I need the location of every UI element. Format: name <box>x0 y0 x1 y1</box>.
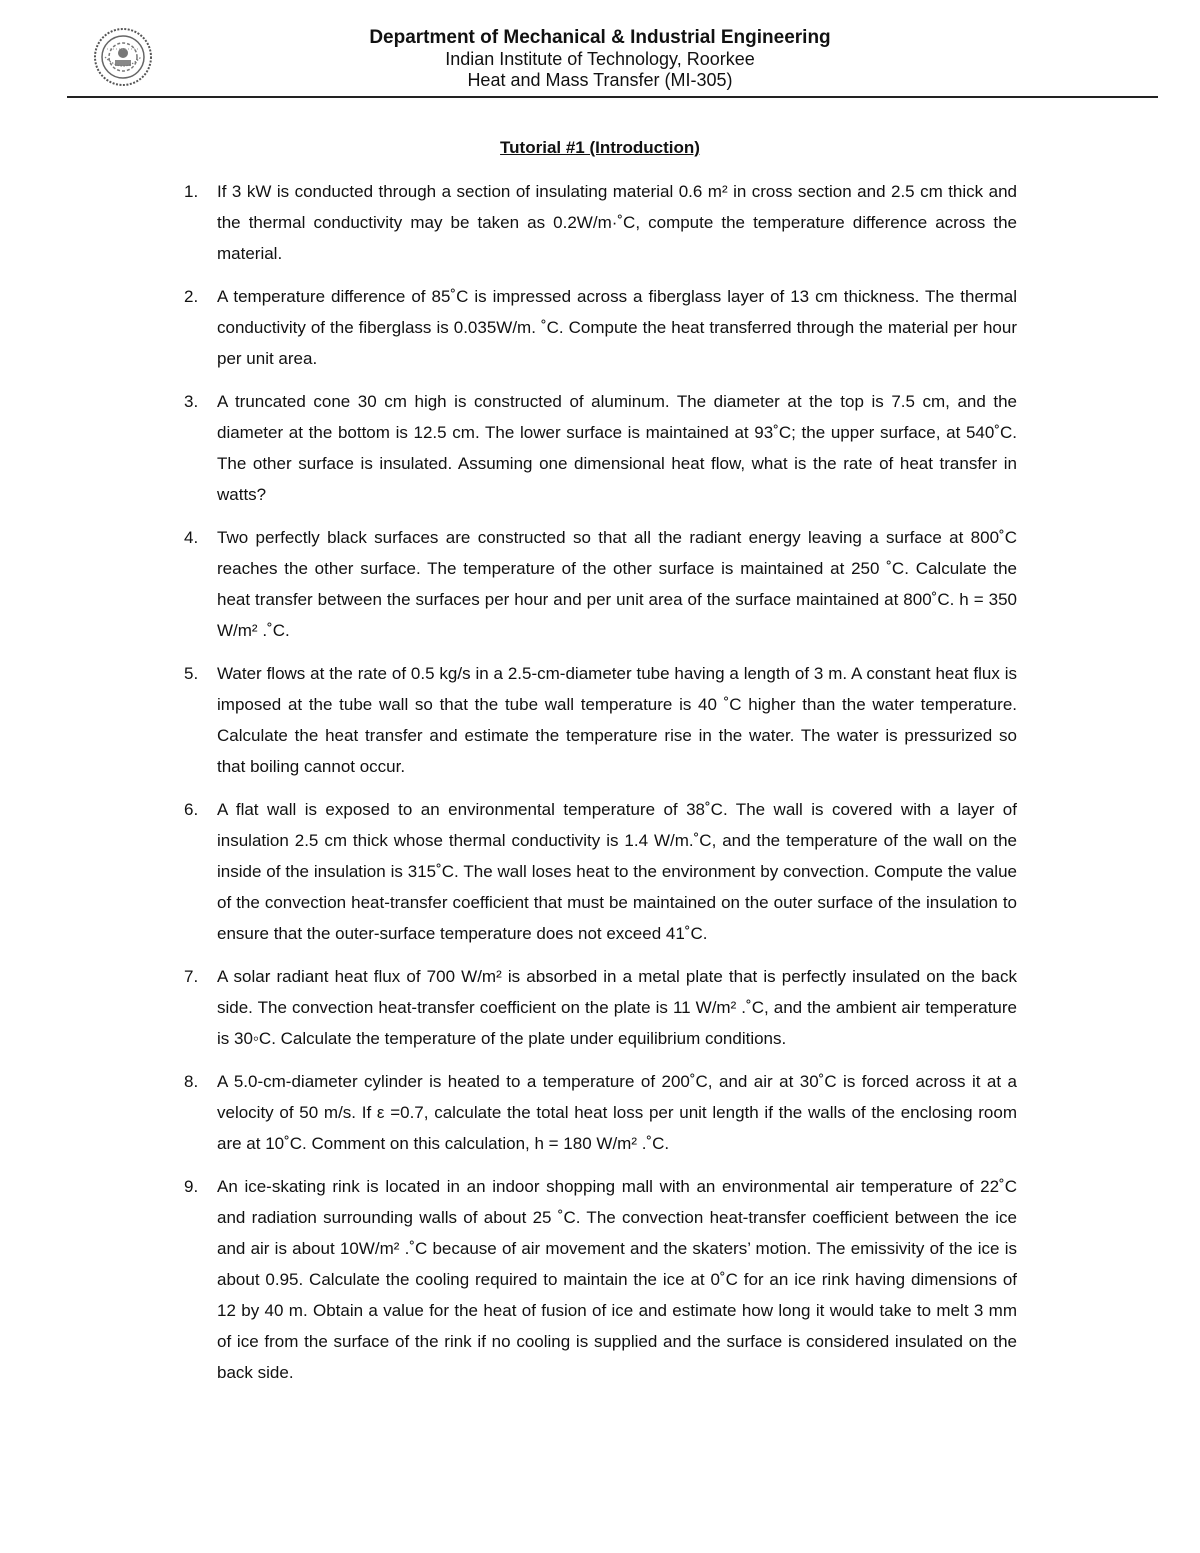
question-item <box>0 1066 1017 1159</box>
header-divider <box>67 96 1158 98</box>
question-text: Water flows at the rate of 0.5 kg/s in a 2.5-cm-diameter tube having a length of 3 m. A constant heat flux is imposed at the tube wall so that the tube wall temperature is 40 ˚C higher than the water temperature. Calculate the heat transfer and estimate the temperature rise in the water. The water is pressurized so that boiling cannot occur. <box>217 664 1017 776</box>
question-item <box>0 176 1017 269</box>
question-text: Two perfectly black surfaces are constructed so that all the radiant energy leaving a surface at 800˚C reaches the other surface. The temperature of the other surface is maintained at 250 ˚C. Calculate the heat transfer between the surfaces per hour and per unit area of the surface maintained at 800˚C. h = 350 W/m² .˚C. <box>217 528 1017 640</box>
question-list <box>0 176 1200 1400</box>
question-number: 1. <box>184 182 199 201</box>
institute-name: Indian Institute of Technology, Roorkee <box>445 49 755 69</box>
question-item <box>0 794 1017 949</box>
question-number: 9. <box>184 1177 199 1196</box>
tutorial-title: Tutorial #1 (Introduction) <box>500 138 700 157</box>
question-item <box>0 281 1017 374</box>
question-item <box>0 1171 1017 1388</box>
question-number: 4. <box>184 528 199 547</box>
question-number: 8. <box>184 1072 199 1091</box>
question-text: A truncated cone 30 cm high is constructed of aluminum. The diameter at the top is 7.5 cm, and the diameter at the bottom is 12.5 cm. The lower surface is maintained at 93˚C; the upper surface, at 540˚C. The other surface is insulated. Assuming one dimensional heat flow, what is the rate of heat transfer in watts? <box>217 392 1017 504</box>
question-text: An ice-skating rink is located in an indoor shopping mall with an environmental air temperature of 22˚C and radiation surrounding walls of about 25 ˚C. The convection heat-transfer coefficient between the ice and air is about 10W/m² .˚C because of air movement and the skaters’ motion. The emissivity of the ice is about 0.95. Calculate the cooling required to maintain the ice at 0˚C for an ice rink having dimensions of 12 by 40 m. Obtain a value for the heat of fusion of ice and estimate how long it would take to melt 3 mm of ice from the surface of the rink if no cooling is supplied and the surface is considered insulated on the back side. <box>217 1177 1017 1382</box>
question-item <box>0 386 1017 510</box>
question-text: A temperature difference of 85˚C is impressed across a fiberglass layer of 13 cm thickness. The thermal conductivity of the fiberglass is 0.035W/m. ˚C. Compute the heat transferred through the material per hour per unit area. <box>217 287 1017 368</box>
question-item <box>0 961 1017 1054</box>
question-item <box>0 658 1017 782</box>
question-text: If 3 kW is conducted through a section of insulating material 0.6 m² in cross section and 2.5 cm thick and the thermal conductivity may be taken as 0.2W/m·˚C, compute the temperature difference across the material. <box>217 182 1017 263</box>
question-number: 6. <box>184 800 199 819</box>
question-item <box>0 522 1017 646</box>
question-number: 7. <box>184 967 199 986</box>
question-text: A 5.0-cm-diameter cylinder is heated to a temperature of 200˚C, and air at 30˚C is forced across it at a velocity of 50 m/s. If ε =0.7, calculate the total heat loss per unit length if the walls of the enclosing room are at 10˚C. Comment on this calculation, h = 180 W/m² .˚C. <box>217 1072 1017 1153</box>
question-text: A flat wall is exposed to an environmental temperature of 38˚C. The wall is covered with a layer of insulation 2.5 cm thick whose thermal conductivity is 1.4 W/m.˚C, and the temperature of the wall on the inside of the insulation is 315˚C. The wall loses heat to the environment by convection. Compute the value of the convection heat-transfer coefficient that must be maintained on the outer surface of the insulation to ensure that the outer-surface temperature does not exceed 41˚C. <box>217 800 1017 943</box>
course-name: Heat and Mass Transfer (MI-305) <box>467 70 733 90</box>
question-number: 3. <box>184 392 199 411</box>
department-name: Department of Mechanical & Industrial Engineering <box>369 27 831 48</box>
question-number: 5. <box>184 664 199 683</box>
question-number: 2. <box>184 287 199 306</box>
document-header <box>0 26 1200 91</box>
question-text: A solar radiant heat flux of 700 W/m² is absorbed in a metal plate that is perfectly insulated on the back side. The convection heat-transfer coefficient on the plate is 11 W/m² .˚C, and the ambient air temperature is 30◦C. Calculate the temperature of the plate under equilibrium conditions. <box>217 967 1017 1048</box>
